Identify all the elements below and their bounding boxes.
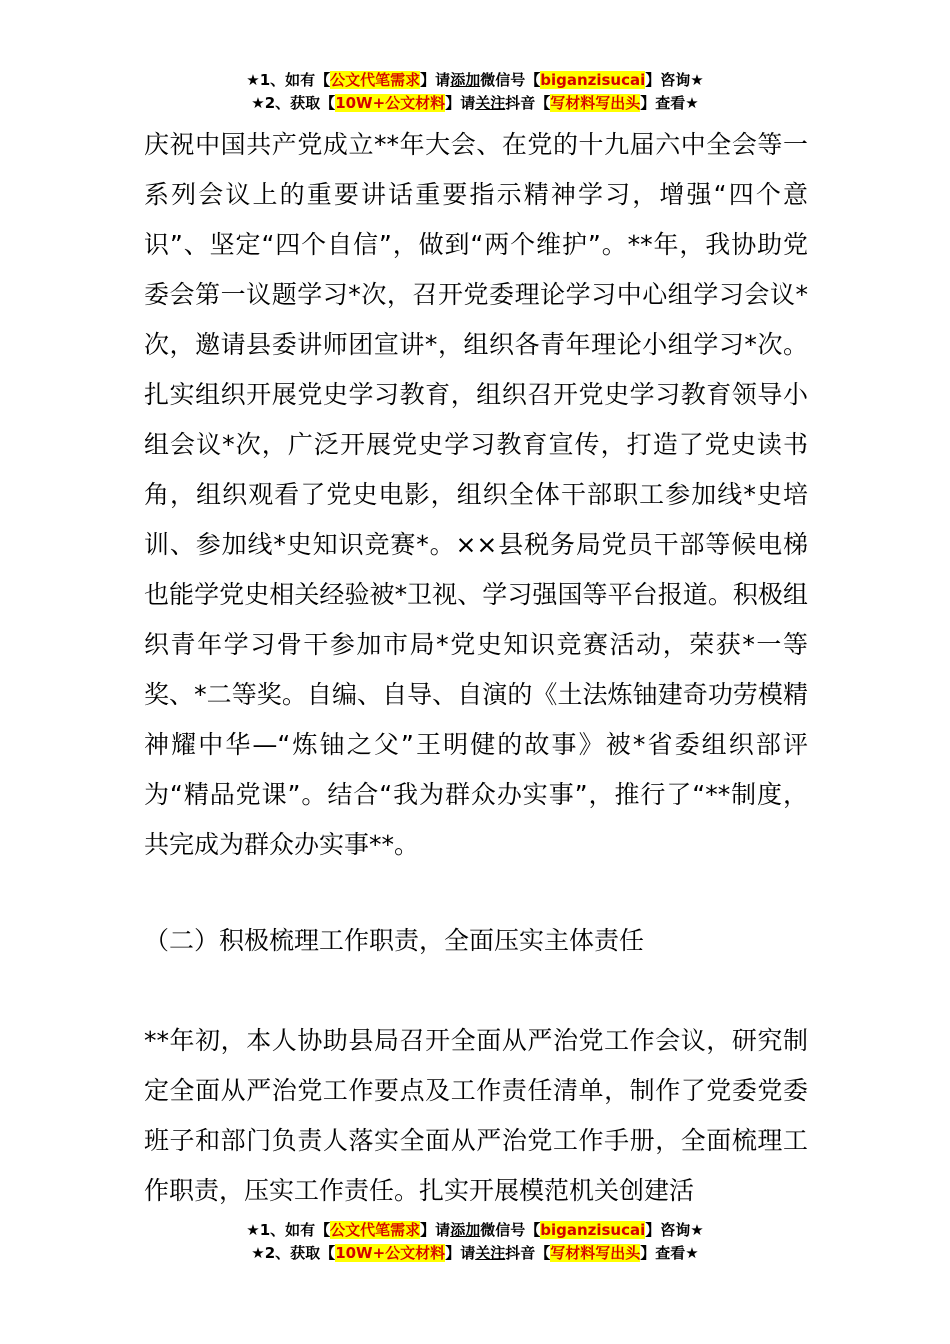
banner-text: 微信号【 [480,71,541,89]
banner-text: 】请 [420,1221,451,1239]
section-heading-container [144,916,808,966]
banner-text: ★2、获取【 [251,1244,336,1262]
banner-line-1 [0,1219,950,1242]
banner-text: 】咨询★ [645,71,704,89]
paragraph: 庆祝中国共产党成立**年大会、在党的十九届六中全会等一系列会议上的重要讲话重要指示精神学习，增强“四个意识”、坚定“四个自信”，做到“两个维护”。**年，我协助党委会第一议题学习*次，召开党委理论学习中心组学习会议*次，邀请县委讲师团宣讲*，组织各青年理论小组学习*次。扎实组织开展党史学习教育，组织召开党史学习教育领导小组会议*次，广泛开展党史学习教育宣传，打造了党史读书角，组织观看了党史电影，组织全体干部职工参加线*史培训、参加线*史知识竞赛*。××县税务局党员干部等候电梯也能学党史相关经验被*卫视、学习强国等平台报道。积极组织青年学习骨干参加市局*党史知识竞赛活动，荣获*一等奖、*二等奖。自编、自导、自演的《土法炼铀建奇功劳模精神耀中华—“炼铀之父”王明健的故事》被*省委组织部评为“精品党课”。结合“我为群众办实事”，推行了“**制度，共完成为群众办实事**。 [144,130,808,859]
banner-text: 抖音【 [505,94,551,112]
banner-line-2 [0,1242,950,1265]
banner-highlight: biganzisucai [540,71,646,89]
banner-highlight: 10W+公文材料 [335,94,446,112]
banner-text: 】请 [420,71,451,89]
banner-underline: 关注 [475,94,506,112]
document-body [144,120,808,870]
banner-underline: 关注 [475,1244,506,1262]
paragraph: **年初，本人协助县局召开全面从严治党工作会议，研究制定全面从严治党工作要点及工作责任清单，制作了党委党委班子和部门负责人落实全面从严治党工作手册，全面梳理工作职责，压实工作责任。扎实开展模范机关创建活 [144,1026,808,1205]
banner-highlight: 10W+公文材料 [335,1244,446,1262]
banner-text: 】咨询★ [645,1221,704,1239]
section-heading: （二）积极梳理工作职责，全面压实主体责任 [144,926,645,955]
banner-underline: 添加 [450,71,481,89]
banner-underline: 添加 [450,1221,481,1239]
banner-highlight: 写材料写出头 [550,94,641,112]
banner-highlight: biganzisucai [540,1221,646,1239]
banner-text: 】查看★ [640,1244,699,1262]
banner-highlight: 写材料写出头 [550,1244,641,1262]
banner-text: 微信号【 [480,1221,541,1239]
banner-text: 抖音【 [505,1244,551,1262]
top-banner [0,69,950,115]
banner-line-2 [0,92,950,115]
banner-line-1 [0,69,950,92]
banner-text: 】请 [445,1244,476,1262]
banner-highlight: 公文代笔需求 [330,1221,421,1239]
banner-text: ★1、如有【 [246,1221,331,1239]
document-body-2 [144,1016,808,1216]
banner-text: 】查看★ [640,94,699,112]
banner-highlight: 公文代笔需求 [330,71,421,89]
bottom-banner [0,1219,950,1265]
banner-text: ★2、获取【 [251,94,336,112]
banner-text: ★1、如有【 [246,71,331,89]
banner-text: 】请 [445,94,476,112]
